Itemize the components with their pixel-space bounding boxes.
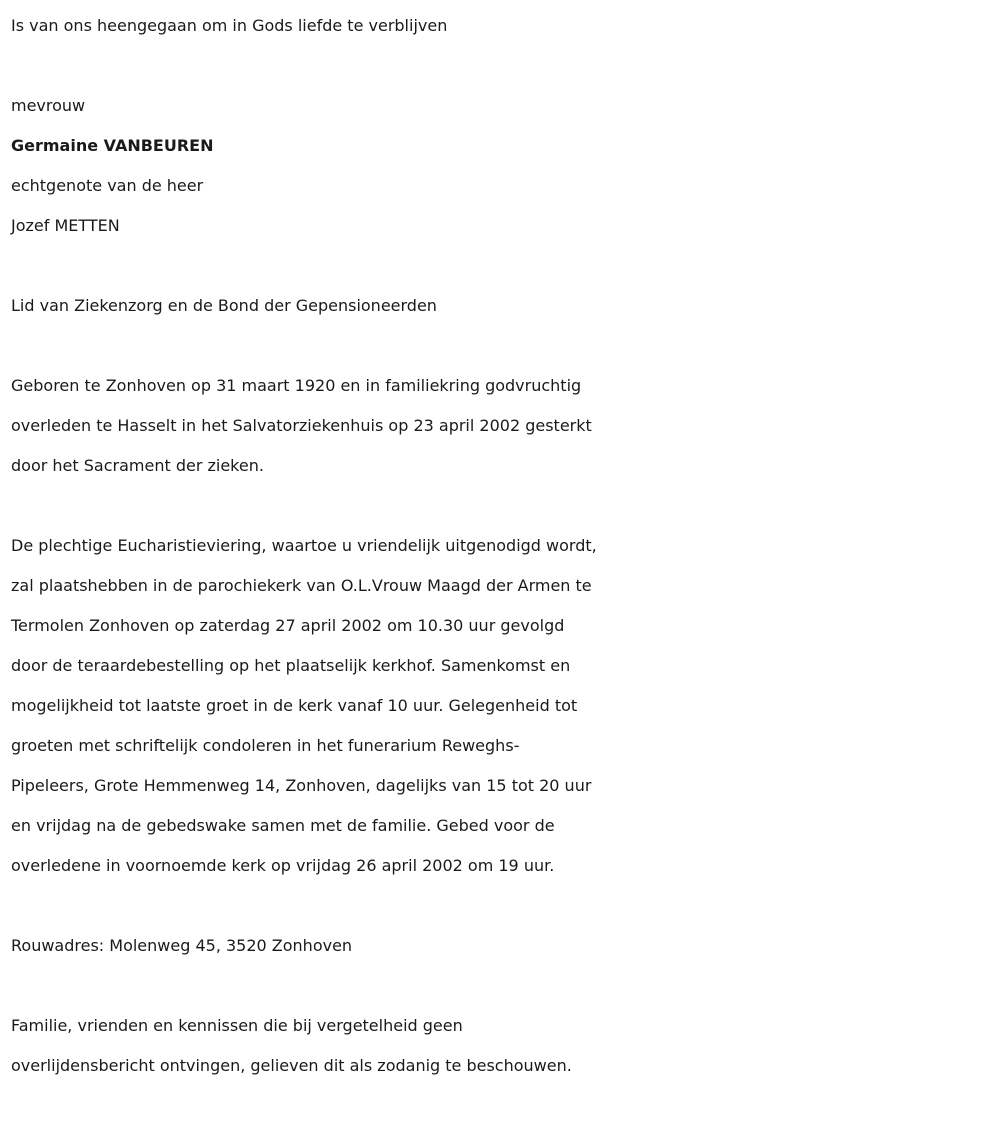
paragraph-line: De plechtige Eucharistieviering, waartoe u vriendelijk uitgenodigd wordt, [11,536,597,555]
paragraph-line: door de teraardebestelling op het plaatselijk kerkhof. Samenkomst en [11,656,571,675]
membership-text: Lid van Ziekenzorg en de Bond der Gepensioneerden [11,296,437,315]
paragraph-line: zal plaatshebben in de parochiekerk van O.L.Vrouw Maagd der Armen te [11,576,592,595]
spacer [11,486,1000,526]
intro-text: Is van ons heengegaan om in Gods liefde te verblijven [11,16,448,35]
paragraph-line: Geboren te Zonhoven op 31 maart 1920 en in familiekring godvruchtig [11,376,582,395]
title-text: mevrouw [11,96,86,115]
paragraph-line: overlijdensbericht ontvingen, gelieven dit als zodanig te beschouwen. [11,1056,572,1075]
paragraph-line: Pipeleers, Grote Hemmenweg 14, Zonhoven, dagelijks van 15 tot 20 uur [11,776,592,795]
paragraph-line: door het Sacrament der zieken. [11,456,264,475]
paragraph-line: overledene in voornoemde kerk op vrijdag 26 april 2002 om 19 uur. [11,856,555,875]
spacer [11,246,1000,286]
paragraph-line: overleden te Hasselt in het Salvatorziekenhuis op 23 april 2002 gesterkt [11,416,592,435]
spacer [11,966,1000,1006]
deceased-name: Germaine VANBEUREN [11,136,214,155]
paragraph-line: mogelijkheid tot laatste groet in de kerk vanaf 10 uur. Gelegenheid tot [11,696,578,715]
mourning-address: Rouwadres: Molenweg 45, 3520 Zonhoven [11,936,353,955]
spouse-relation: echtgenote van de heer [11,176,204,195]
paragraph-line: groeten met schriftelijk condoleren in het funerarium Reweghs- [11,736,520,755]
paragraph-line: Familie, vrienden en kennissen die bij vergetelheid geen [11,1016,463,1035]
birth-death-paragraph [11,366,1000,486]
paragraph-line: Termolen Zonhoven op zaterdag 27 april 2002 om 10.30 uur gevolgd [11,616,565,635]
paragraph-line: en vrijdag na de gebedswake samen met de familie. Gebed voor de [11,816,555,835]
spacer [11,326,1000,366]
ceremony-paragraph [11,526,1000,886]
spacer [11,886,1000,926]
spouse-name: Jozef METTEN [11,216,120,235]
spacer [11,46,1000,86]
closing-paragraph [11,1006,1000,1086]
